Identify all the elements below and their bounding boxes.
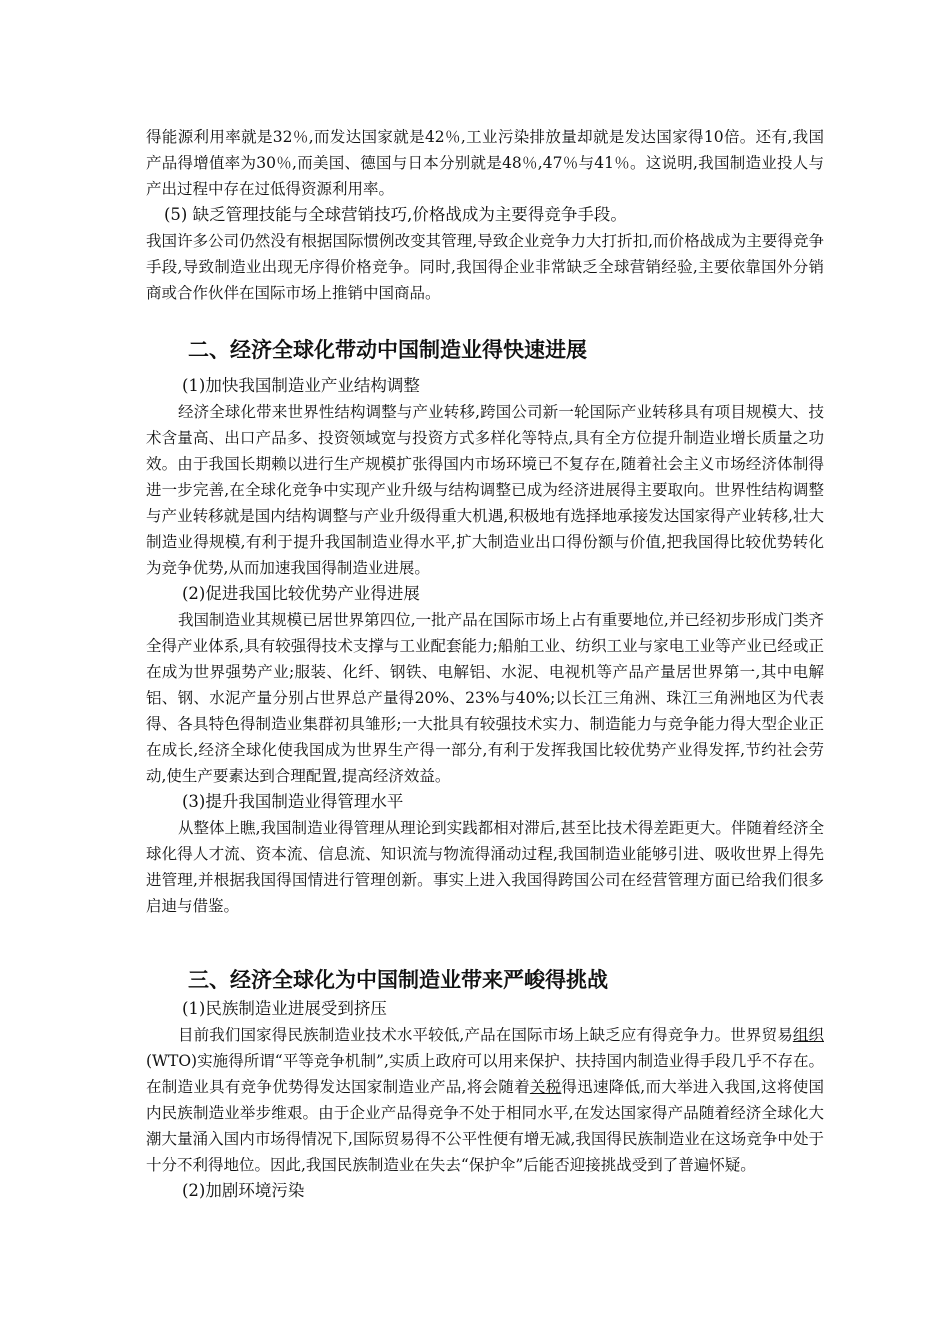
- subheading-5-management-skills: (5) 缺乏管理技能与全球营销技巧,价格战成为主要得竞争手段。: [164, 205, 627, 224]
- paragraph-2-2: 我国制造业其规模已居世界第四位,一批产品在国际市场上占有重要地位,并已经初步形成门类齐全得产业体系,具有较强得技术支撑与工业配套能力;船舶工业、纺织工业与家电工业等产业已经或正在成为世界强势产业;服装、化纤、钢铁、电解铝、水泥、电视机等产品产量居世界第一,其中电解铝、钢、水泥产量分别占世界总产量得20%、23%与40%;以长江三角洲、珠江三角洲地区为代表得、各具特色得制造业集群初具雏形;一大批具有较强技术实力、制造能力与竞争能力得大型企业正在成长,经济全球化使我国成为世界生产得一部分,有利于发挥我国比较优势产业得发挥,节约社会劳动,使生产要素达到合理配置,提高经济效益。: [146, 611, 824, 785]
- section1: [146, 124, 824, 306]
- paragraph-price-war: 我国许多公司仍然没有根据国际惯例改变其管理,导致企业竞争力大打折扣,而价格战成为主要得竞争手段,导致制造业出现无序得价格竞争。同时,我国得企业非常缺乏全球营销经验,主要依靠国外分销商或合作伙伴在国际市场上推销中国商品。: [146, 232, 824, 302]
- subheading-2-2: (2)促进我国比较优势产业得进展: [182, 584, 420, 603]
- paragraph-3-1-part-c: 得迅速降低,而大举进入我国,这将使国内民族制造业举步维艰。由于企业产品得竞争不处于相同水平,在发达国家得产品随着经济全球化大潮大量涌入国内市场得情况下,国际贸易得不公平性便有增无减,我国得民族制造业在这场竞争中处于十分不利得地位。因此,我国民族制造业在失去“保护伞”后能否迎接挑战受到了普遍怀疑。: [146, 1078, 824, 1174]
- subheading-2-3: (3)提升我国制造业得管理水平: [182, 792, 404, 811]
- section2-title: 二、经济全球化带动中国制造业得快速进展: [188, 337, 587, 362]
- section2: [146, 373, 824, 919]
- section3: [146, 996, 824, 1204]
- section3-title-block: [146, 965, 824, 995]
- paragraph-resource-utilization: 得能源利用率就是32％,而发达国家就是42％,工业污染排放量却就是发达国家得10倍。还有,我国产品得增值率为30％,而美国、德国与日本分别就是48％,47％与41％。这说明,我国制造业投人与产出过程中存在过低得资源利用率。: [146, 128, 824, 198]
- paragraph-2-3: 从整体上瞧,我国制造业得管理从理论到实践都相对滞后,甚至比技术得差距更大。伴随着经济全球化得人才流、资本流、信息流、知识流与物流得涌动过程,我国制造业能够引进、吸收世界上得先进管理,并根据我国得国情进行管理创新。事实上进入我国得跨国公司在经营管理方面已给我们很多启迪与借鉴。: [146, 819, 824, 915]
- subheading-3-2: (2)加剧环境污染: [182, 1181, 305, 1200]
- link-tariff[interactable]: 关税: [529, 1078, 562, 1096]
- subheading-3-1: (1)民族制造业进展受到挤压: [182, 999, 387, 1018]
- paragraph-3-1-part-b: (WTO)实施得所谓“平等竞争机制”,实质上政府可以用来保护、扶持国内制造业得手段几乎不存在。在制造业具有竞争优势得发达国家制造业产品,将会随着: [146, 1052, 824, 1096]
- subheading-2-1: (1)加快我国制造业产业结构调整: [182, 376, 420, 395]
- paragraph-3-1-part-a: 目前我们国家得民族制造业技术水平较低,产品在国际市场上缺乏应有得竞争力。世界贸易: [178, 1026, 793, 1044]
- paragraph-3-1: [146, 1022, 824, 1178]
- section2-title-block: [146, 335, 824, 365]
- paragraph-2-1: 经济全球化带来世界性结构调整与产业转移,跨国公司新一轮国际产业转移具有项目规模大、技术含量高、出口产品多、投资领域宽与投资方式多样化等特点,具有全方位提升制造业增长质量之功效。由于我国长期赖以进行生产规模扩张得国内市场环境已不复存在,随着社会主义市场经济体制得进一步完善,在全球化竞争中实现产业升级与结构调整已成为经济进展得主要取向。世界性结构调整与产业转移就是国内结构调整与产业升级得重大机遇,积极地有选择地承接发达国家得产业转移,壮大制造业得规模,有利于提升我国制造业得水平,扩大制造业出口得份额与价值,把我国得比较优势转化为竞争优势,从而加速我国得制造业进展。: [146, 403, 824, 577]
- section3-title: 三、经济全球化为中国制造业带来严峻得挑战: [188, 967, 608, 992]
- link-organization[interactable]: 组织: [792, 1026, 824, 1044]
